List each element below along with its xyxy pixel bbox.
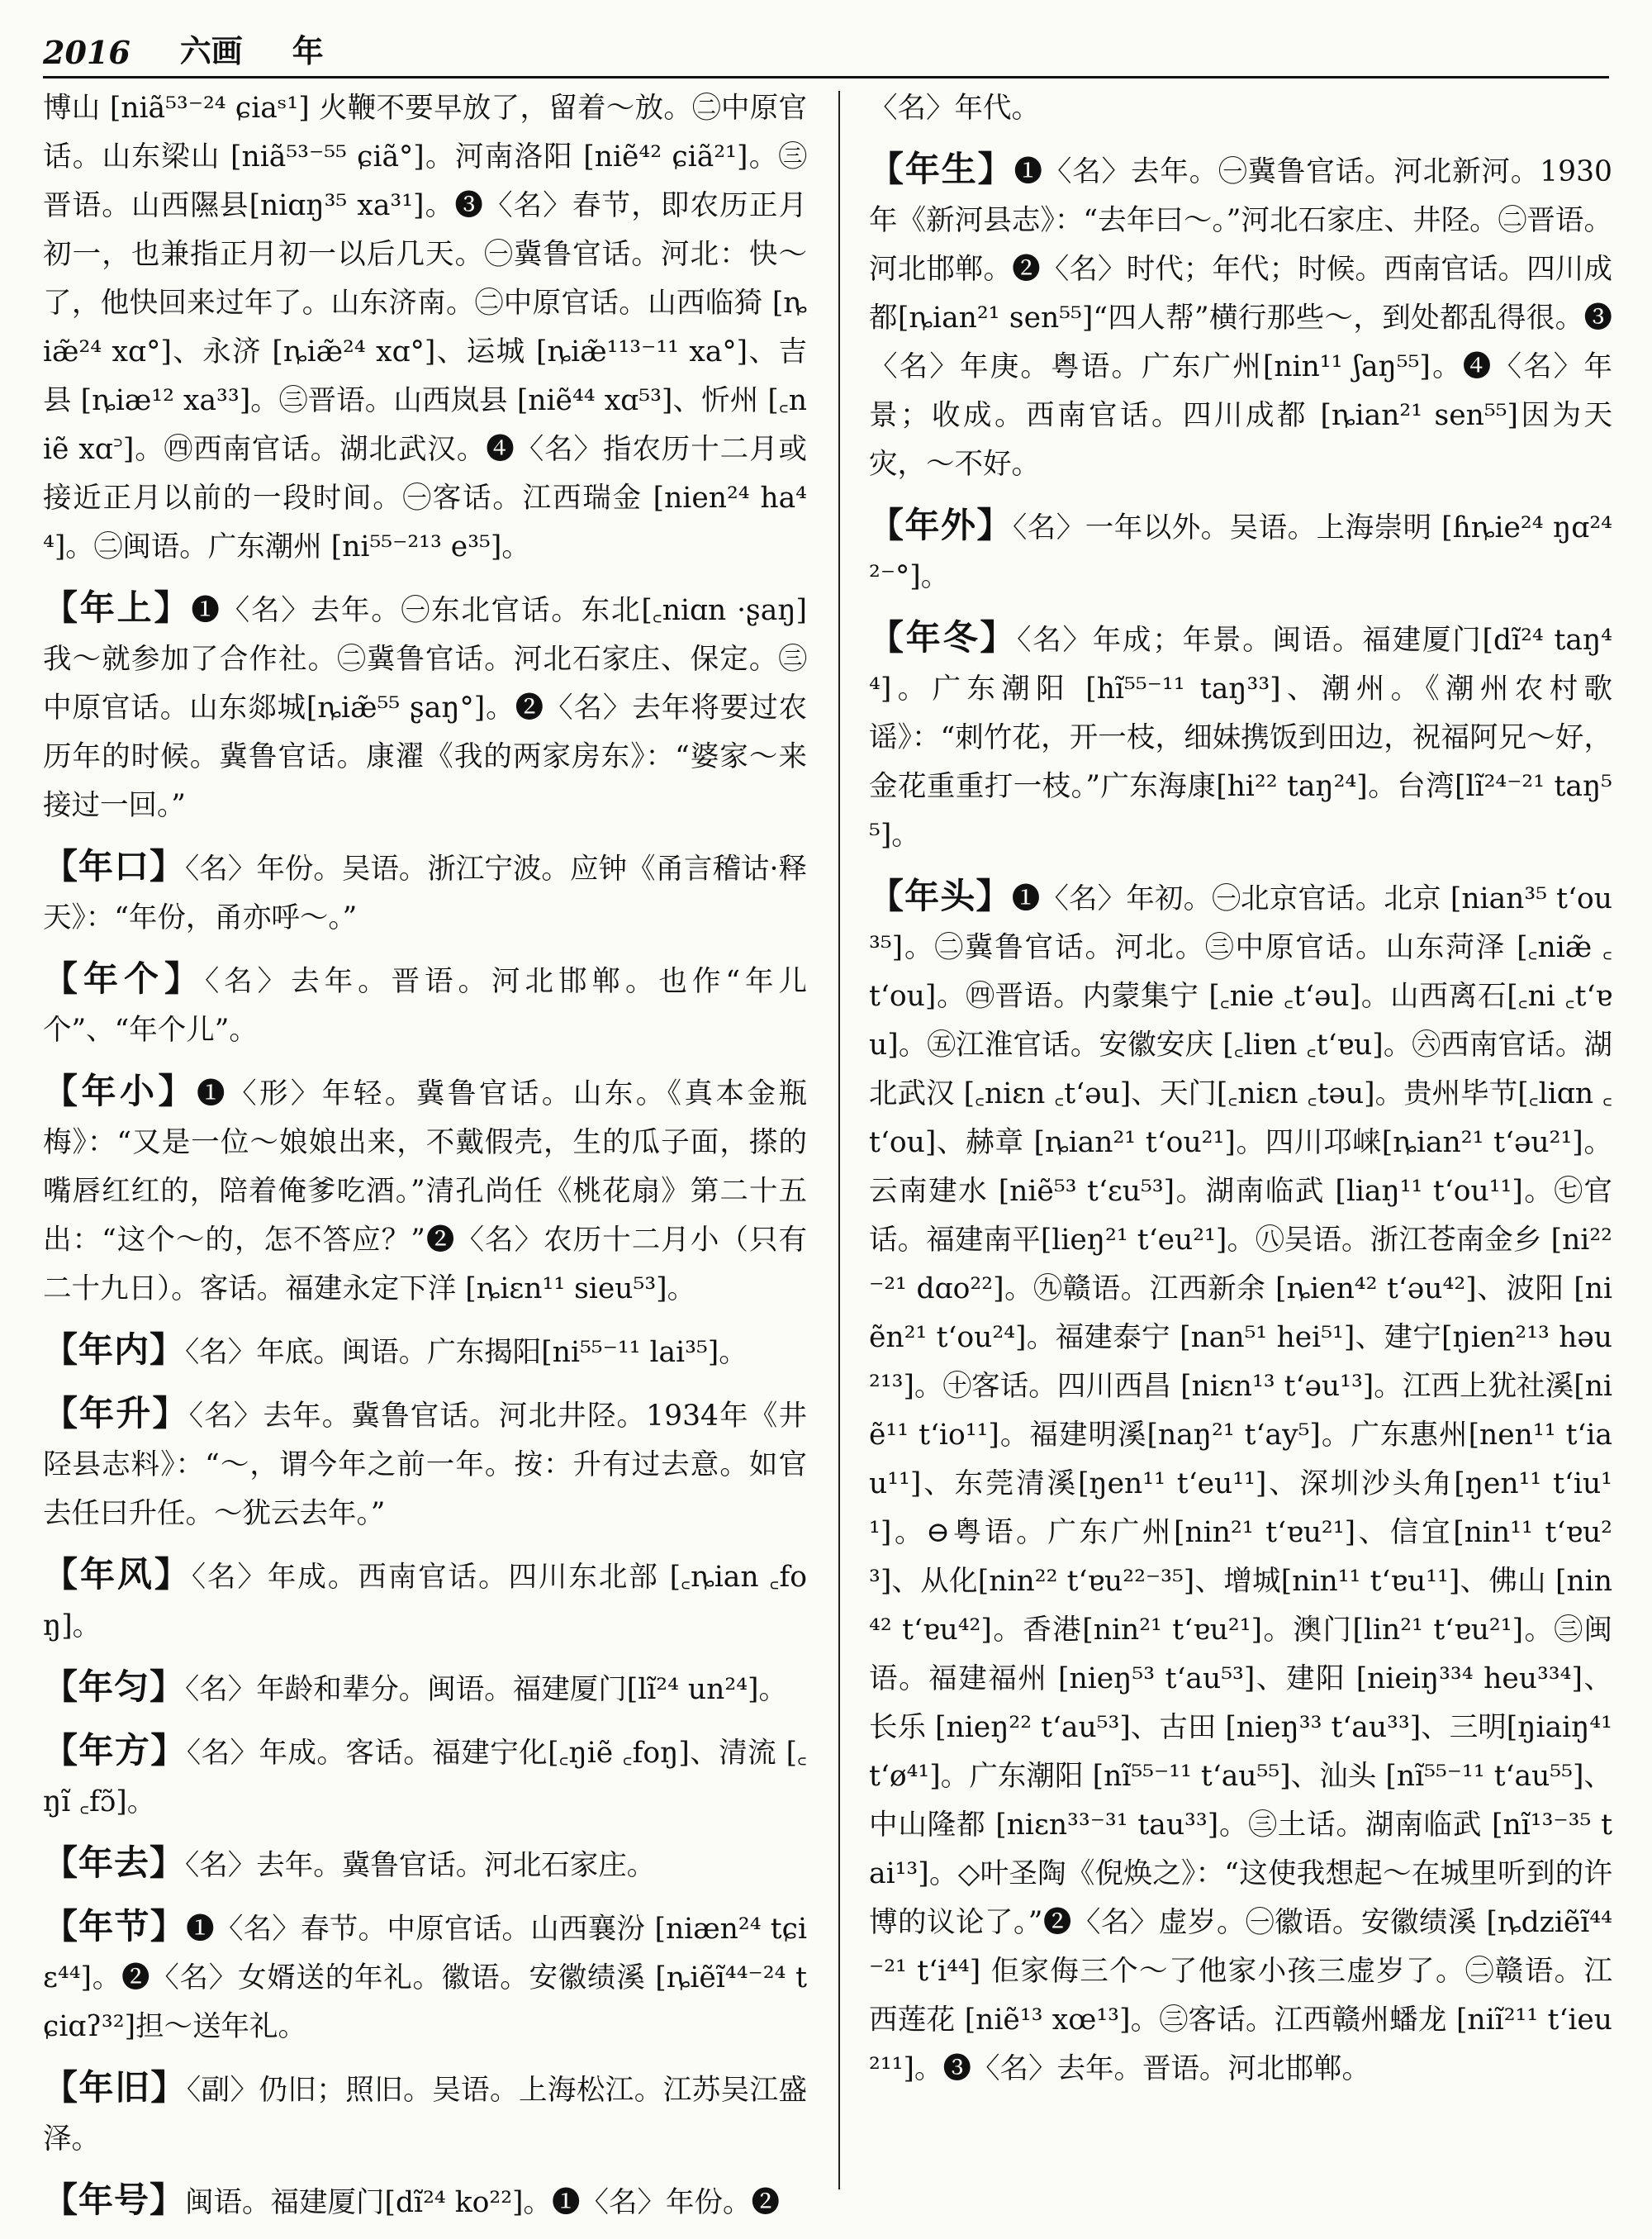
entry-text: ❶〈名〉去年。㊀东北官话。东北[꜀niɑn ·ʂaŋ] 我～就参加了合作社。㊁冀鲁官话。河北石家庄、保定。㊂中原官话。山东郯城[ȵiæ̃⁵⁵ ʂaŋ°]。❷〈名〉去年将要过农历年的时候。冀鲁官话。康濯《我的两家房东》：“婆家～来接过一回。”	[43, 594, 807, 822]
dictionary-entry	[43, 583, 807, 830]
entry-headword: 【年旧】	[43, 2067, 187, 2108]
entry-headword: 【年冬】	[869, 617, 1018, 658]
entry-text: 〈名〉年代。	[869, 92, 1040, 125]
dictionary-entry	[43, 954, 807, 1055]
entry-headword: 【年小】	[43, 1071, 197, 1111]
entry-headword: 【年方】	[43, 1730, 187, 1771]
entry-text: 〈名〉年份。吴语。浙江宁波。应钟《甬言稽诂·释天》：“年份，甬亦呼～。”	[43, 853, 807, 934]
dictionary-entry	[869, 145, 1612, 489]
entry-headword: 【年口】	[43, 846, 186, 887]
entry-text: ❶〈名〉去年。㊀冀鲁官话。河北新河。1930年《新河县志》：“去年曰～。”河北石家庄、井陉。㊁晋语。河北邯郸。❷〈名〉时代；年代；时候。西南官话。四川成都[ȵian²¹ sen⁵⁵]“四人帮”横行那些～，到处都乱得很。❸〈名〉年庚。粤语。广东广州[nin¹¹ ʃaŋ⁵⁵]。❹〈名〉年景；收成。西南官话。四川成都 [ȵian²¹ sen⁵⁵]因为天灾，～不好。	[869, 155, 1612, 481]
left-column	[43, 81, 807, 2239]
entry-headword: 【年匀】	[43, 1666, 186, 1707]
dictionary-entry	[869, 501, 1612, 601]
dictionary-entry	[43, 1067, 807, 1314]
dictionary-entry	[43, 1902, 807, 2051]
page-number: 2016	[43, 34, 131, 71]
dictionary-entry	[869, 613, 1612, 860]
dictionary-entry	[43, 1662, 807, 1714]
right-column	[869, 81, 1612, 2105]
entry-text: 〈副〉仍旧；照旧。吴语。上海松江。江苏吴江盛泽。	[43, 2074, 807, 2156]
entry-text: 〈名〉去年。冀鲁官话。河北井陉。1934年《井陉县志料》：“～，谓今年之前一年。按：升有过去意。如官去任曰升任。～犹云去年。”	[43, 1400, 807, 1530]
dictionary-entry	[869, 81, 1612, 133]
entry-text: ❶〈名〉年初。㊀北京官话。北京 [nian³⁵ t‘ou³⁵]。㊁冀鲁官话。河北。㊂中原官话。山东菏泽 [꜀niæ̃ ꜀t‘ou]。㊃晋语。内蒙集宁 [꜀nie ꜀t‘əu]。山西离石[꜀ni ꜀t‘ɐu]。㊄江淮官话。安徽安庆 [꜀liɐn ꜀t‘ɐu]。㊅西南官话。湖北武汉 [꜀niɛn ꜀t‘əu]、天门[꜀niɛn ꜀təu]。贵州毕节[꜀liɑn ꜀t‘ou]、赫章 [ȵian²¹ t‘ou²¹]。四川邛崃[ȵian²¹ t‘əu²¹]。云南建水 [niẽ⁵³ t‘ɛu⁵³]。湖南临武 [liaŋ¹¹ t‘ou¹¹]。㊆官话。福建南平[lieŋ²¹ t‘eu²¹]。㊇吴语。浙江苍南金乡 [ni²²⁻²¹ dɑo²²]。㊈赣语。江西新余 [ȵien⁴² t‘əu⁴²]、波阳 [niẽn²¹ t‘ou²⁴]。福建泰宁 [nan⁵¹ hei⁵¹]、建宁[ŋien²¹³ həu²¹³]。㊉客话。四川西昌 [niɛn¹³ t‘əu¹³]。江西上犹社溪[niẽ¹¹ t‘io¹¹]。福建明溪[naŋ²¹ t‘ay⁵]。广东惠州[nen¹¹ t‘iau¹¹]、东莞清溪[ŋen¹¹ t‘eu¹¹]、深圳沙头角[ŋen¹¹ t‘iu¹¹]。⊖粤语。广东广州[nin²¹ t‘ɐu²¹]、信宜[nin¹¹ t‘ɐu²³]、从化[nin²² t‘ɐu²²⁻³⁵]、增城[nin¹¹ t‘ɐu¹¹]、佛山 [nin⁴² t‘ɐu⁴²]。香港[nin²¹ t‘ɐu²¹]。澳门[lin²¹ t‘ɐu²¹]。㊂闽语。福建福州 [nieŋ⁵³ t‘au⁵³]、建阳 [nieiŋ³³⁴ heu³³⁴]、长乐 [nieŋ²² t‘au⁵³]、古田 [nieŋ³³ t‘au³³]、三明[ŋiaiŋ⁴¹ t‘ø⁴¹]。广东潮阳 [nĩ⁵⁵⁻¹¹ t‘au⁵⁵]、汕头 [nĩ⁵⁵⁻¹¹ t‘au⁵⁵]、中山隆都 [niɛn³³⁻³¹ tau³³]。㊂土话。湖南临武 [nĩ¹³⁻³⁵ tai¹³]。◇叶圣陶《倪焕之》：“这使我想起～在城里听到的许博的议论了。”❷〈名〉虚岁。㊀徽语。安徽绩溪 [ȵdziẽĩ⁴⁴⁻²¹ t‘i⁴⁴] 佢家侮三个～了他家小孩三虚岁了。㊁赣语。江西莲花 [niẽ¹³ xœ¹³]。㊂客话。江西赣州蟠龙 [niĩ²¹¹ t‘ieu²¹¹]。❸〈名〉去年。晋语。河北邯郸。	[869, 882, 1612, 2085]
entry-headword: 【年上】	[43, 587, 192, 628]
entry-text: 〈名〉年龄和辈分。闽语。福建厦门[lĩ²⁴ un²⁴]。	[185, 1673, 787, 1706]
entry-text: ❶〈形〉年轻。冀鲁官话。山东。《真本金瓶梅》：“又是一位～娘娘出来，不戴假壳，生的瓜子面，搽的嘴唇红红的，陪着俺爹吃酒。”清孔尚任《桃花扇》第二十五出：“这个～的，怎不答应？”❷〈名〉农历十二月小（只有二十九日）。客话。福建永定下洋 [ȵiɛn¹¹ sieu⁵³]。	[43, 1077, 807, 1305]
dictionary-entry	[869, 872, 1612, 2094]
entry-text: 〈名〉去年。晋语。河北邯郸。也作“年儿个”、“年个儿”。	[43, 965, 807, 1047]
dictionary-entry	[43, 1389, 807, 1538]
entry-headword: 【年去】	[43, 1842, 186, 1883]
dictionary-entry	[43, 2175, 807, 2227]
dictionary-entry	[43, 1838, 807, 1890]
entry-text: 〈名〉去年。冀鲁官话。河北石家庄。	[185, 1849, 656, 1882]
entry-text: 〈名〉年成。客话。福建宁化[꜀ŋiẽ ꜀foŋ]、清流 [꜀ŋĩ ꜀fɔ̃]。	[43, 1737, 807, 1818]
section-label: 六画	[179, 32, 243, 69]
entry-headword: 【年生】	[869, 149, 1014, 189]
entry-text: 闽语。福建厦门[dĩ²⁴ ko²²]。❶〈名〉年份。❷	[185, 2186, 781, 2219]
entry-headword: 【年节】	[43, 1906, 187, 1947]
entry-headword: 【年内】	[43, 1329, 186, 1370]
dictionary-entry	[43, 1726, 807, 1827]
entry-headword: 【年号】	[43, 2180, 186, 2220]
dictionary-entry	[43, 81, 807, 572]
dictionary-entry	[43, 1325, 807, 1377]
dictionary-entry	[43, 1550, 807, 1651]
dictionary-entry	[43, 842, 807, 943]
page-header	[43, 18, 1609, 78]
dictionary-entry	[43, 2063, 807, 2164]
entry-text: 〈名〉一年以外。吴语。上海崇明 [ɦȵie²⁴ ŋɑ²⁴²⁻°]。	[869, 511, 1612, 593]
head-character: 年	[292, 32, 324, 69]
entry-headword: 【年头】	[869, 876, 1012, 916]
entry-text: 〈名〉年成；年景。闽语。福建厦门[dĩ²⁴ taŋ⁴⁴]。广东潮阳 [hĩ⁵⁵⁻¹¹ taŋ³³]、潮州。《潮州农村歌谣》：“刺竹花，开一枝，细妹携饭到田边，祝福阿兄～好，金花重重打一枝。”广东海康[hi²² taŋ²⁴]。台湾[lĩ²⁴⁻²¹ taŋ⁵⁵]。	[869, 624, 1612, 852]
entry-headword: 【年升】	[43, 1393, 189, 1433]
entry-text: 〈名〉年底。闽语。广东揭阳[ni⁵⁵⁻¹¹ lai³⁵]。	[185, 1336, 748, 1369]
entry-headword: 【年外】	[869, 505, 1013, 545]
entry-text: ❶〈名〉春节。中原官话。山西襄汾 [niæn²⁴ tɕiɛ⁴⁴]。❷〈名〉女婿送的年礼。徽语。安徽绩溪 [ȵiẽĩ⁴⁴⁻²⁴ tɕiɑʔ³²]担～送年礼。	[43, 1913, 807, 2043]
entry-headword: 【年个】	[43, 958, 205, 999]
entry-headword: 【年风】	[43, 1554, 192, 1595]
entry-text: 博山 [niã⁵³⁻²⁴ ɕiaˢ¹] 火鞭不要早放了，留着～放。㊁中原官话。山东梁山 [niã⁵³⁻⁵⁵ ɕiã°]。河南洛阳 [niẽ⁴² ɕiã²¹]。㊂晋语。山西隰县[niɑŋ³⁵ xa³¹]。❸〈名〉春节，即农历正月初一，也兼指正月初一以后几天。㊀冀鲁官话。河北：快～了，他快回来过年了。山东济南。㊁中原官话。山西临猗 [ȵiæ̃²⁴ xɑ°]、永济 [ȵiæ̃²⁴ xɑ°]、运城 [ȵiæ̃¹¹³⁻¹¹ xa°]、吉县 [ȵiæ¹² xa³³]。㊂晋语。山西岚县 [niẽ⁴⁴ xɑ⁵³]、忻州 [꜀niẽ xɑ꜄]。㊃西南官话。湖北武汉。❹〈名〉指农历十二月或接近正月以前的一段时间。㊀客话。江西瑞金 [nien²⁴ ha⁴⁴]。㊁闽语。广东潮州 [ni⁵⁵⁻²¹³ e³⁵]。	[43, 92, 807, 563]
entry-text: 〈名〉年成。西南官话。四川东北部 [꜀ȵian ꜀foŋ]。	[43, 1561, 807, 1642]
column-divider	[838, 91, 840, 2189]
